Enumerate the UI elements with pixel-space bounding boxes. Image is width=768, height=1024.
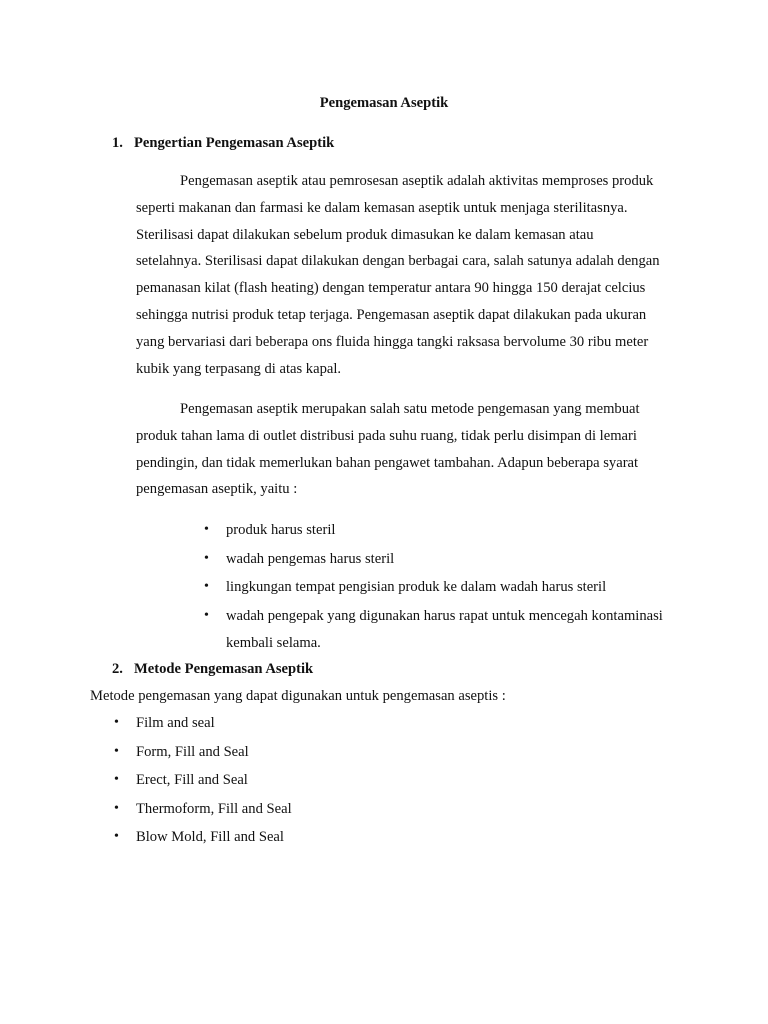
list-item-text: Erect, Fill and Seal: [136, 772, 248, 789]
bullet-icon: •: [114, 743, 119, 759]
paragraph-1-line: setelahnya. Sterilisasi dapat dilakukan dengan berbagai cara, salah satunya adalah dengan: [136, 253, 660, 270]
paragraph-2-line: pendingin, dan tidak memerlukan bahan pengawet tambahan. Adapun beberapa syarat: [136, 454, 639, 471]
list-item: [114, 766, 292, 795]
list-item: [204, 573, 663, 602]
list-item-text: wadah pengepak yang digunakan harus rapat untuk mencegah kontaminasi: [226, 607, 663, 624]
list-item-text: Film and seal: [136, 715, 215, 731]
paragraph-2: [136, 396, 696, 503]
list-item: [204, 545, 663, 574]
list-item: [204, 516, 663, 545]
list-item-text: lingkungan tempat pengisian produk ke dalam wadah harus steril: [226, 579, 607, 595]
requirements-list: [204, 516, 663, 656]
section-2-intro: Metode pengemasan yang dapat digunakan untuk pengemasan aseptis :: [90, 688, 506, 704]
paragraph-1-line: Pengemasan aseptik atau pemrosesan aseptik adalah aktivitas memproses produk: [180, 173, 654, 189]
paragraph-2-line: Pengemasan aseptik merupakan salah satu metode pengemasan yang membuat: [180, 401, 640, 417]
list-item: [114, 823, 292, 852]
paragraph-1-line: Sterilisasi dapat dilakukan sebelum produk dimasukan ke dalam kemasan atau: [136, 226, 594, 243]
list-item-text: kembali selama.: [226, 635, 321, 651]
bullet-icon: •: [114, 715, 119, 730]
paragraph-1-line: kubik yang terpasang di atas kapal.: [136, 360, 342, 377]
bullet-icon: •: [204, 522, 209, 537]
section-2-heading: [112, 660, 313, 678]
section-1-title: Pengertian Pengemasan Aseptik: [134, 135, 335, 151]
paragraph-2-line: pengemasan aseptik, yaitu :: [136, 481, 298, 498]
section-2-number: 2.: [112, 661, 123, 677]
paragraph-1-line: pemanasan kilat (flash heating) dengan temperatur antara 90 hingga 150 derajat celcius: [136, 280, 646, 297]
section-1-number: 1.: [112, 135, 123, 151]
list-item-text: produk harus steril: [226, 522, 336, 538]
section-1-heading: [112, 134, 334, 152]
list-item-text: Blow Mold, Fill and Seal: [136, 829, 284, 846]
bullet-icon: •: [204, 607, 209, 623]
list-item-text: Thermoform, Fill and Seal: [136, 800, 292, 817]
paragraph-1-line: seperti makanan dan farmasi ke dalam kemasan aseptik untuk menjaga sterilitasnya.: [136, 199, 628, 216]
section-2-title: Metode Pengemasan Aseptik: [134, 661, 314, 677]
bullet-icon: •: [114, 772, 119, 788]
list-item: [114, 738, 292, 767]
document-title: Pengemasan Aseptik: [319, 95, 449, 111]
bullet-icon: •: [114, 800, 119, 816]
list-item: [114, 795, 292, 824]
paragraph-1: [136, 168, 696, 382]
list-item: [114, 709, 292, 738]
methods-list: [114, 709, 292, 852]
paragraph-2-line: produk tahan lama di outlet distribusi pada suhu ruang, tidak perlu disimpan di lemari: [136, 427, 637, 444]
list-item-text: Form, Fill and Seal: [136, 743, 249, 760]
bullet-icon: •: [204, 550, 209, 566]
bullet-icon: •: [204, 579, 209, 594]
bullet-icon: •: [114, 829, 119, 845]
list-item-text: wadah pengemas harus steril: [226, 550, 395, 567]
list-item-continuation: [226, 630, 663, 656]
paragraph-1-line: sehingga nutrisi produk tetap terjaga. Pengemasan aseptik dapat dilakukan pada ukuran: [136, 306, 647, 323]
paragraph-1-line: yang bervariasi dari beberapa ons fluida hingga tangki raksasa bervolume 30 ribu meter: [136, 333, 649, 350]
list-item: [204, 602, 663, 631]
